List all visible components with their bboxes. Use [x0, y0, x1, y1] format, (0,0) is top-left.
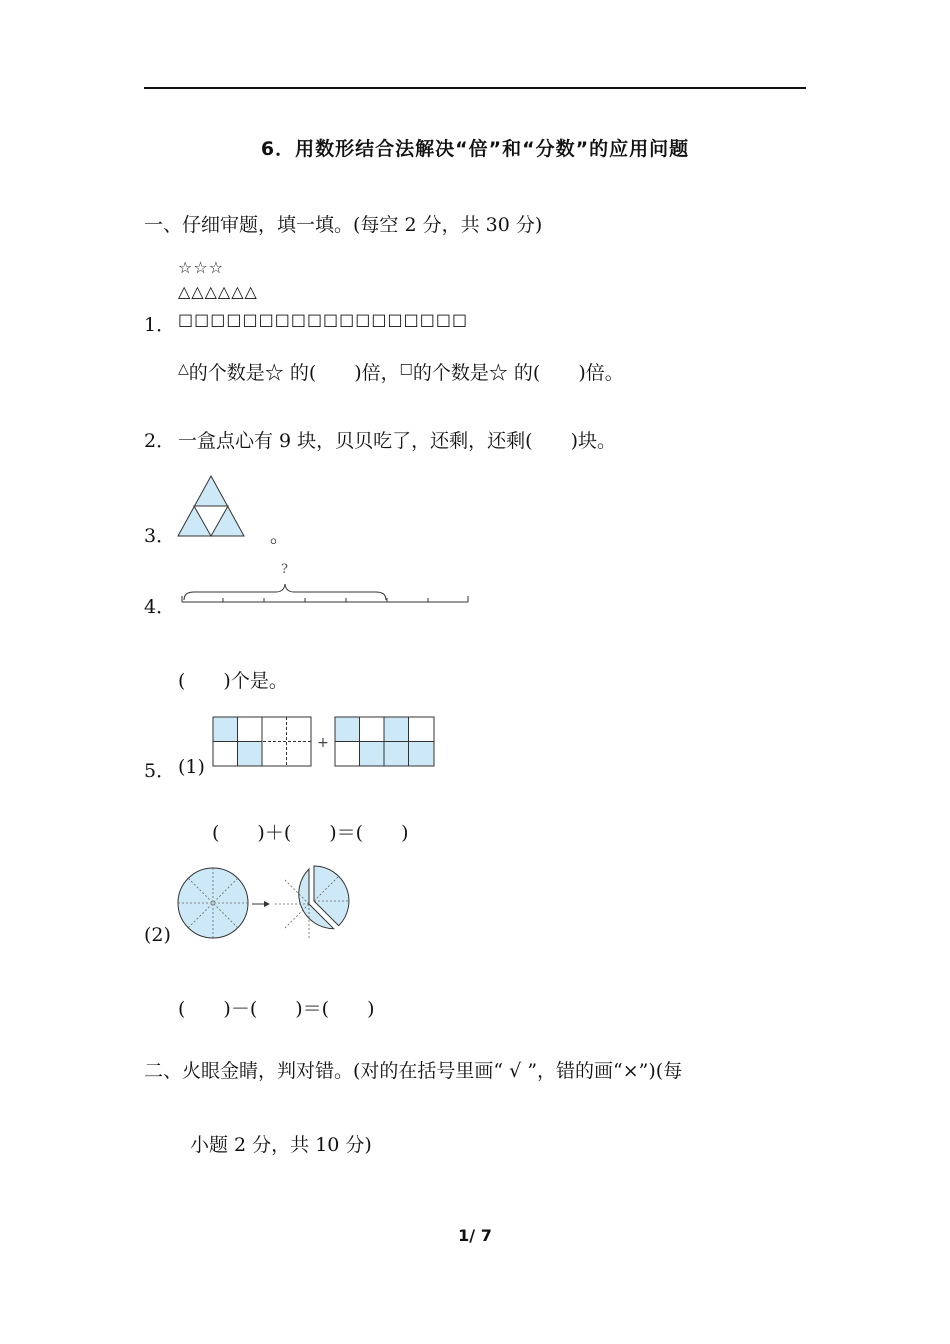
- q1-text-a: 的个数是☆ 的( )倍，: [188, 362, 400, 384]
- section1-heading: 一、仔细审题，填一填。(每空 2 分，共 30 分): [144, 214, 543, 236]
- q2-text: 一盒点心有 9 块，贝贝吃了，还剩，还剩( )块。: [178, 430, 616, 452]
- number-line-figure: [180, 562, 470, 604]
- rect-fraction-figure: [212, 716, 436, 768]
- header-rule: [144, 87, 806, 89]
- question-mark-label: ?: [281, 562, 288, 577]
- squares-row: □□□□□□□□□□□□□□□□□□: [178, 310, 469, 329]
- section2-heading-line2: 小题 2 分，共 10 分): [190, 1134, 372, 1156]
- page-title: 6．用数形结合法解决“倍”和“分数”的应用问题: [260, 138, 690, 160]
- q5-part2-answer: ( )－( )＝( ): [178, 998, 375, 1020]
- square-symbol: □: [399, 361, 413, 377]
- q4-number: 4．: [144, 596, 176, 618]
- plus-sign: +: [317, 735, 329, 751]
- q3-number: 3．: [144, 525, 176, 547]
- page-number: 1/ 7: [458, 1226, 492, 1245]
- q4-answer: ( )个是。: [178, 670, 288, 692]
- circle-fraction-figure: [176, 866, 352, 942]
- q1-text-b: 的个数是☆ 的( )倍。: [412, 362, 624, 384]
- triangle-figure: [177, 475, 245, 537]
- triangle-symbol: △: [178, 361, 189, 377]
- triangles-row: △△△△△△: [178, 282, 258, 301]
- stars-row: ☆☆☆: [178, 258, 225, 277]
- q2-number: 2．: [144, 430, 176, 452]
- q5-part2-label: (2): [144, 924, 171, 946]
- q1-number: 1．: [144, 314, 176, 336]
- section2-heading-line1: 二、火眼金睛，判对错。(对的在括号里画“ √ ”，错的画“×”)(每: [144, 1060, 683, 1082]
- q1-question: [178, 358, 624, 385]
- q5-part1-answer: ( )＋( )＝( ): [212, 822, 409, 844]
- q5-number: 5．: [144, 760, 176, 782]
- q3-suffix: 。: [270, 525, 290, 547]
- q5-part1-label: (1): [178, 756, 205, 778]
